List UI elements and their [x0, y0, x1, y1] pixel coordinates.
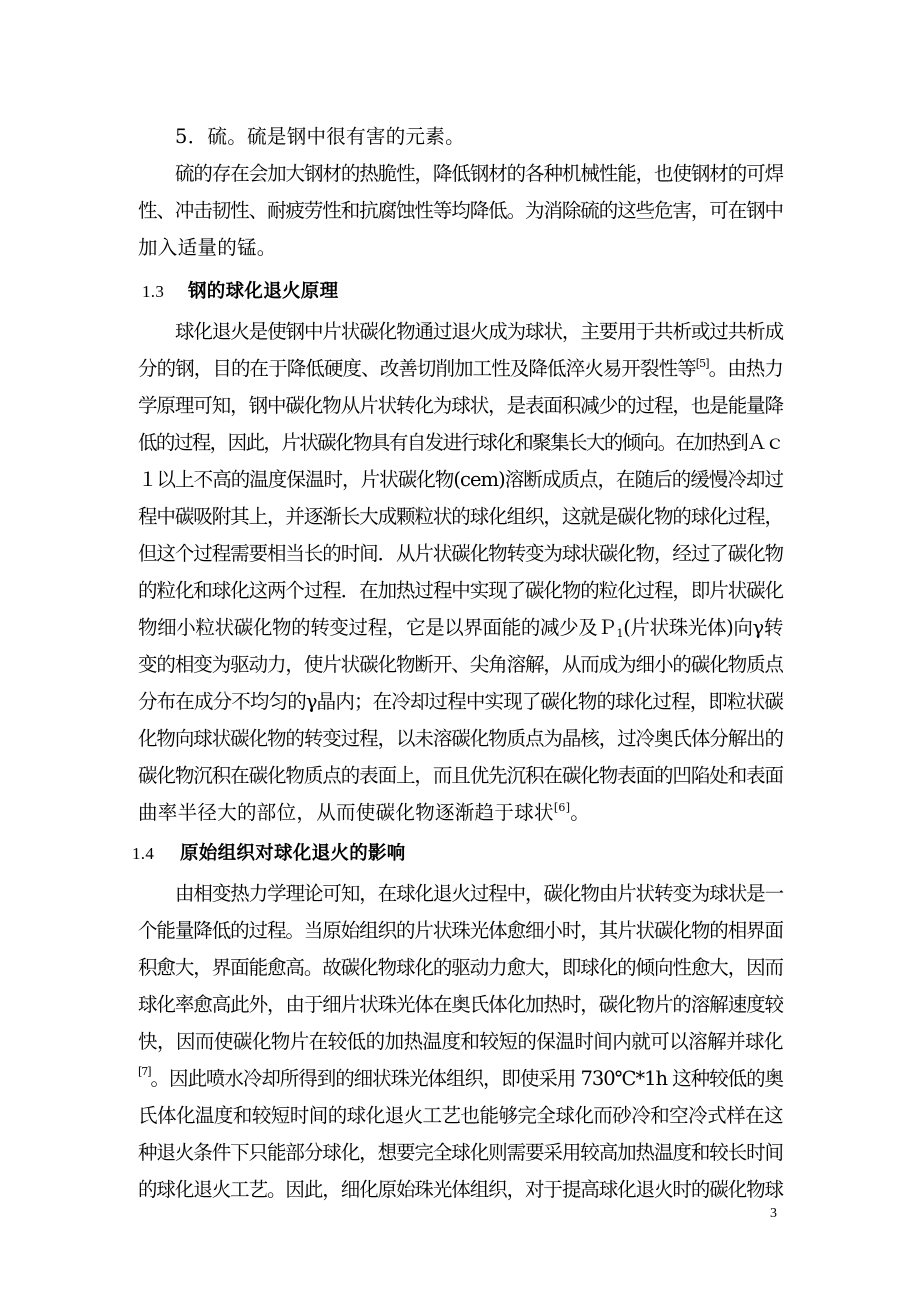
paragraph-line: １以上不高的温度保温时，片状碳化物(cem)溶断成质点，在随后的缓慢冷却过 [138, 468, 783, 491]
section-title: 钢的球化退火原理 [188, 281, 339, 302]
paragraph-line: 快，因而使碳化物片在较低的加热温度和较短的保温时间内就可以溶解并球化 [138, 1030, 783, 1053]
paragraph-line: 程中碳吸附其上，并逐渐长大成颗粒状的球化组织，这就是碳化物的球化过程， [138, 505, 783, 528]
paragraph-line: [7]。因此喷水冷却所得到的细状珠光体组织，即使采用 730℃*1h 这种较低的奥 [138, 1065, 784, 1090]
paragraph-line: 碳化物沉积在碳化物质点的表面上，而且优先沉积在碳化物表面的凹陷处和表面 [138, 764, 783, 787]
subscript: 1 [616, 627, 624, 640]
section-title: 原始组织对球化退火的影响 [180, 843, 406, 864]
paragraph-line: 积愈大，界面能愈高。故碳化物球化的驱动力愈大，即球化的倾向性愈大，因而 [138, 956, 783, 979]
paragraph-line: 球化率愈高此外，由于细片状珠光体在奥氏体化加热时，碳化物片的溶解速度较 [138, 993, 783, 1016]
citation-ref: [6] [553, 801, 571, 814]
paragraph-line: 球化退火是使钢中片状碳化物通过退火成为球状，主要用于共析或过共析成 [175, 320, 783, 343]
paragraph-line: 加入适量的锰。 [138, 236, 277, 259]
paragraph-line: 种退火条件下只能部分球化，想要完全球化则需要采用较高加热温度和较长时间 [138, 1141, 783, 1164]
paragraph-line: 的球化退火工艺。因此，细化原始珠光体组织，对于提高球化退火时的碳化物球 [138, 1178, 783, 1201]
list-item-sulfur: 5．硫。硫是钢中很有害的元素。 [175, 125, 465, 148]
section-number: 1.3 [142, 282, 165, 301]
citation-ref: [7] [138, 1065, 151, 1078]
section-heading-1-4 [132, 841, 406, 867]
section-heading-1-3 [142, 279, 338, 305]
paragraph-line: 但这个过程需要相当长的时间．从片状碳化物转变为球状碳化物，经过了碳化物 [138, 542, 783, 565]
paragraph-line: 硫的存在会加大钢材的热脆性，降低钢材的各种机械性能，也使钢材的可焊 [175, 162, 783, 185]
paragraph-line: 的粒化和球化这两个过程．在加热过程中实现了碳化物的粒化过程，即片状碳化 [138, 579, 783, 602]
paragraph-line: 化物向球状碳化物的转变过程，以未溶碳化物质点为晶核，过冷奥氏体分解出的 [138, 727, 783, 750]
section-number: 1.4 [132, 844, 155, 863]
paragraph-line: 变的相变为驱动力，使片状碳化物断开、尖角溶解，从而成为细小的碳化物质点 [138, 653, 783, 676]
paragraph-line: 分布在成分不均匀的γ晶内；在冷却过程中实现了碳化物的球化过程，即粒状碳 [138, 690, 783, 713]
paragraph-line: 氏体化温度和较短时间的球化退火工艺也能够完全球化而砂冷和空冷式样在这 [138, 1104, 783, 1127]
paragraph-line: 由相变热力学理论可知，在球化退火过程中，碳化物由片状转变为球状是一 [175, 882, 783, 905]
paragraph-line: 性、冲击韧性、耐疲劳性和抗腐蚀性等均降低。为消除硫的这些危害，可在钢中 [138, 199, 783, 222]
paragraph-line: 学原理可知，钢中碳化物从片状转化为球状，是表面积减少的过程，也是能量降 [138, 394, 783, 417]
paragraph-line: 个能量降低的过程。当原始组织的片状珠光体愈细小时，其片状碳化物的相界面 [138, 919, 783, 942]
citation-ref: [5] [695, 357, 709, 370]
paragraph-line: 物细小粒状碳化物的转变过程，它是以界面能的减少及Ｐ$_1$(片状珠光体)向γ转 [138, 616, 783, 640]
paragraph-line: 分的钢，目的在于降低硬度、改善切削加工性及降低淬火易开裂性等[5]。由热力 [138, 357, 783, 380]
paragraph-line: 低的过程，因此，片状碳化物具有自发进行球化和聚集长大的倾向。在加热到Ａｃ [138, 431, 783, 454]
paragraph-line: 曲率半径大的部位，从而使碳化物逐渐趋于球状[6]。 [138, 801, 591, 824]
page-number: 3 [770, 1206, 777, 1221]
